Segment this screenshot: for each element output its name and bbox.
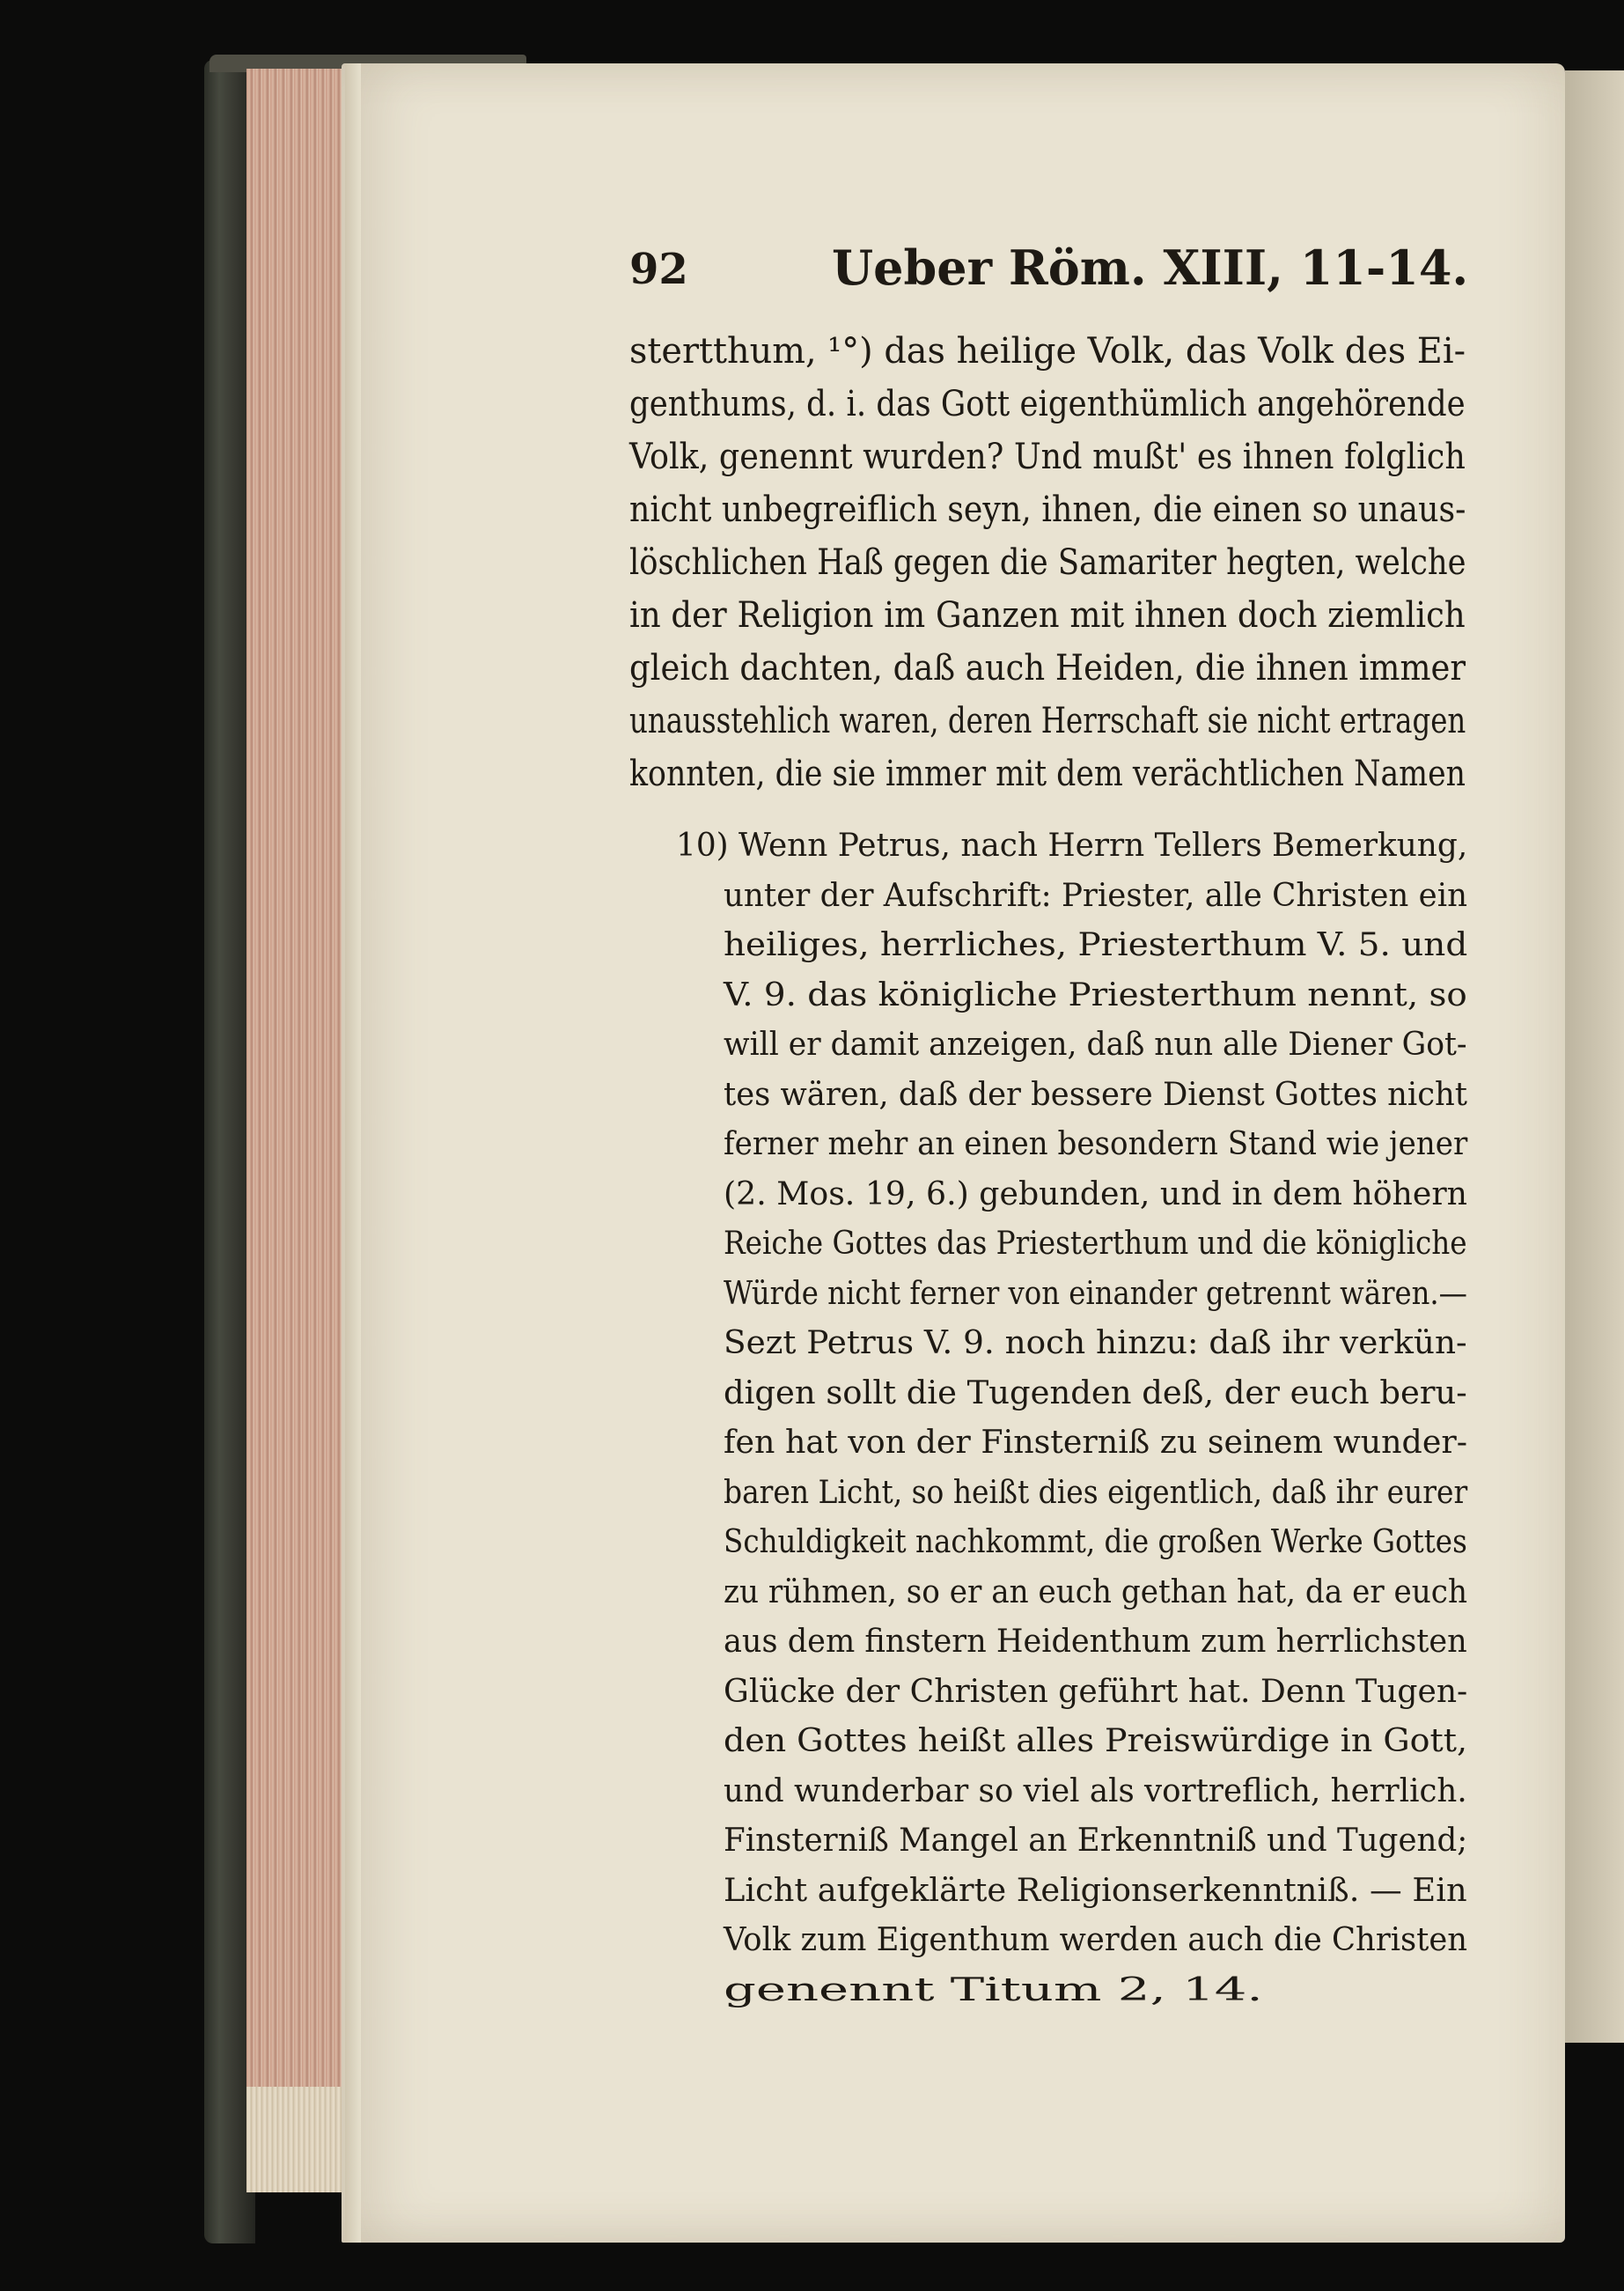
footnote-line: unter der Aufschrift: Priester, alle Christen ein [724, 877, 1468, 914]
facing-page-edge [1565, 70, 1624, 2043]
running-title: Ueber Röm. XIII, 11-14. [832, 239, 1469, 296]
footnote-line: Glücke der Christen geführt hat. Denn Tugen- [724, 1673, 1468, 1710]
footnote-line: Sezt Petrus V. 9. noch hinzu: daß ihr verkün- [724, 1325, 1467, 1361]
body-text-line: nicht unbegreiflich seyn, ihnen, die einen so unaus- [629, 490, 1466, 530]
page-edges [246, 69, 345, 2094]
footnote-line: Finsterniß Mangel an Erkenntniß und Tugend; [724, 1823, 1468, 1859]
footnote-line: baren Licht, so heißt dies eigentlich, daß ihr eurer [724, 1474, 1468, 1511]
footnote-line: den Gottes heißt alles Preiswürdige in Gott, [724, 1723, 1468, 1759]
body-text-line: unausstehlich waren, deren Herrschaft sie nicht ertragen [629, 701, 1466, 741]
footnote-line: V. 9. das königliche Priesterthum nennt, so [724, 976, 1467, 1013]
footnote-line: ferner mehr an einen besondern Stand wie jener [724, 1126, 1468, 1162]
footnote-line: und wunderbar so viel als vortreflich, herrlich. [724, 1772, 1467, 1809]
page-edges-lower [246, 2087, 345, 2192]
footnote-line: genennt Titum 2, 14. [724, 1971, 1263, 2008]
footnote-line: Volk zum Eigenthum werden auch die Christen [724, 1922, 1468, 1958]
footnote-line: Schuldigkeit nachkommt, die großen Werke Gottes [724, 1524, 1467, 1560]
footnote-line: tes wären, daß der bessere Dienst Gottes nicht [724, 1076, 1467, 1113]
body-text-line: Volk, genennt wurden? Und mußt' es ihnen folglich [629, 437, 1466, 477]
footnote-line: fen hat von der Finsterniß zu seinem wunder- [724, 1425, 1468, 1461]
body-text-line: in der Religion im Ganzen mit ihnen doch ziemlich [629, 595, 1466, 636]
footnote-line: heiliges, herrliches, Priesterthum V. 5. und [724, 927, 1468, 963]
page-gutter-shadow [345, 63, 361, 2243]
footnote-line: (2. Mos. 19, 6.) gebunden, und in dem höhern [724, 1175, 1468, 1212]
body-text-line: genthums, d. i. das Gott eigenthümlich angehörende [629, 384, 1466, 424]
page-number: 92 [629, 245, 688, 294]
body-text-line: löschlichen Haß gegen die Samariter hegten, welche [629, 542, 1466, 583]
footnote-line: zu rühmen, so er an euch gethan hat, da er euch [724, 1573, 1467, 1610]
footnote-line: Reiche Gottes das Priesterthum und die königliche [724, 1226, 1467, 1262]
footnote-line: Licht aufgeklärte Religionserkenntniß. — Ein [724, 1872, 1467, 1909]
footnote-line: Würde nicht ferner von einander getrennt wären.— [724, 1275, 1467, 1312]
footnote-line: aus dem finstern Heidenthum zum herrlichsten [724, 1624, 1467, 1660]
footnote-line: 10) Wenn Petrus, nach Herrn Tellers Bemerkung, [676, 828, 1468, 864]
body-text-line: stertthum, ¹°) das heilige Volk, das Volk des Ei- [629, 331, 1466, 372]
body-text-line: konnten, die sie immer mit dem verächtlichen Namen [629, 754, 1466, 794]
footnote-line: will er damit anzeigen, daß nun alle Diener Got- [724, 1027, 1467, 1063]
body-text-line: gleich dachten, daß auch Heiden, die ihnen immer [629, 648, 1466, 689]
footnote-line: digen sollt die Tugenden deß, der euch beru- [724, 1374, 1467, 1411]
